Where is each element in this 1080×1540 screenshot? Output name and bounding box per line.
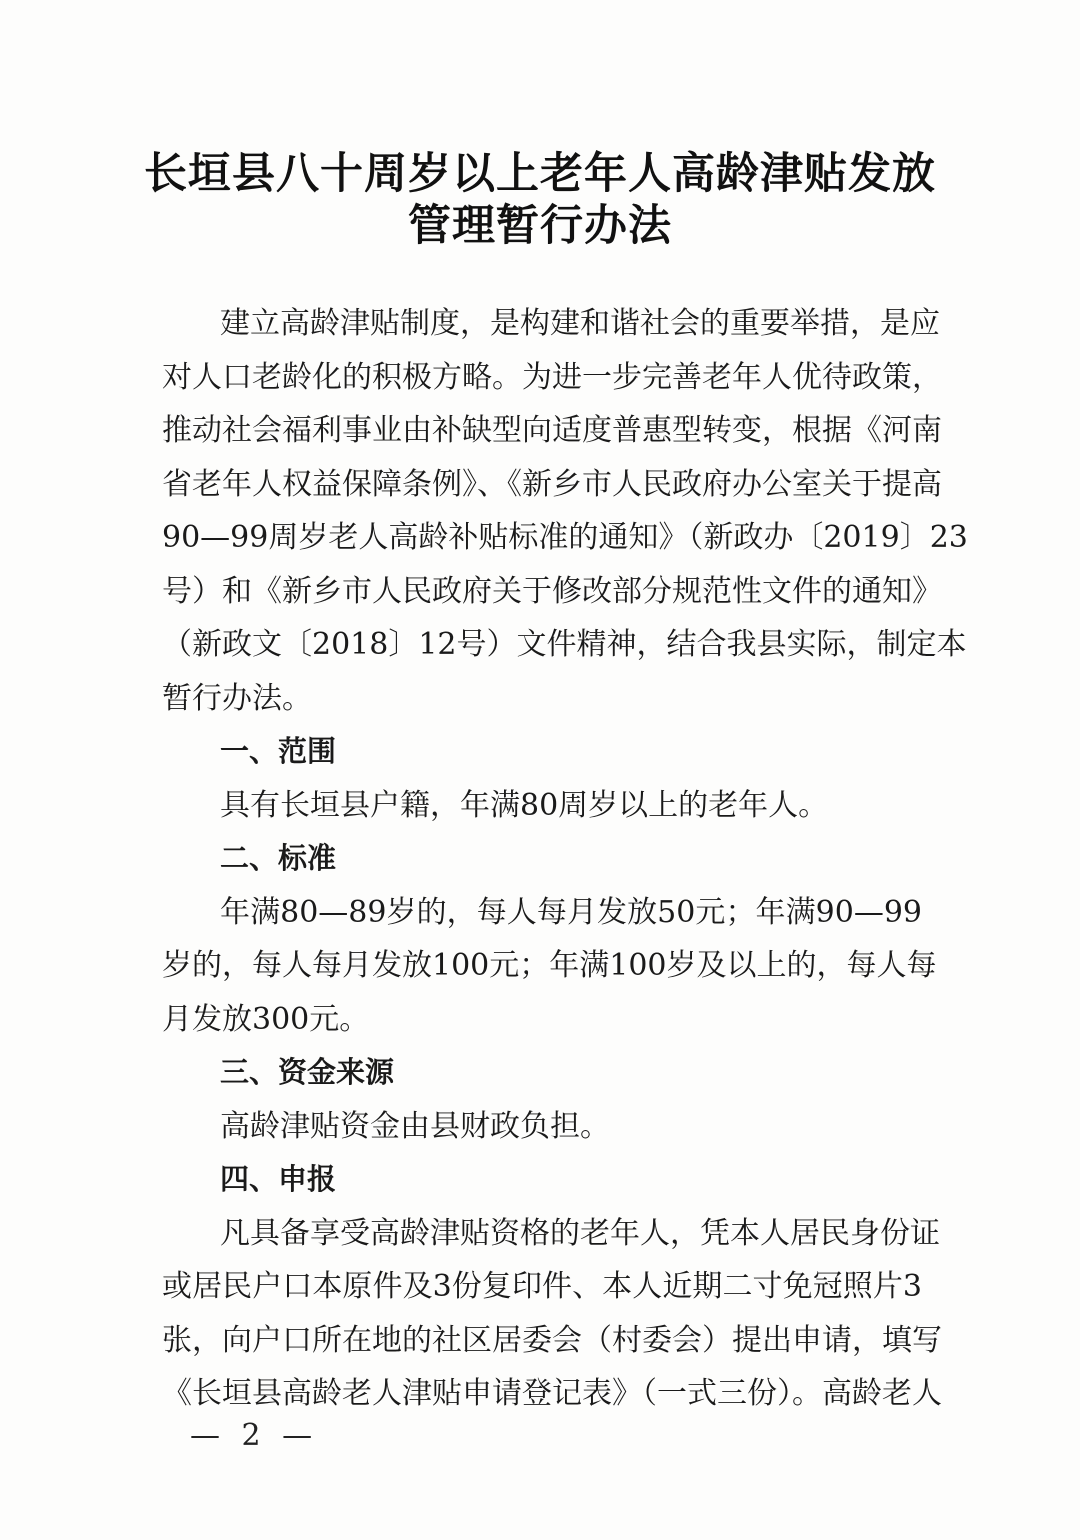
intro-line: 省老年人权益保障条例》、《新乡市人民政府办公室关于提高 xyxy=(162,466,942,502)
intro-line: 号）和《新乡市人民政府关于修改部分规范性文件的通知》 xyxy=(162,573,942,609)
section-application-line: 《长垣县高龄老人津贴申请登记表》（一式三份）。高龄老人 xyxy=(162,1376,942,1411)
intro-line: 暂行办法。 xyxy=(162,680,312,716)
intro-line: 推动社会福利事业由补缺型向适度普惠型转变，根据《河南 xyxy=(162,413,942,448)
intro-line: 建立高龄津贴制度，是构建和谐社会的重要举措，是应 xyxy=(220,306,940,341)
section-application-line: 张，向户口所在地的社区居委会（村委会）提出申请，填写 xyxy=(162,1322,942,1358)
section-application-line: 或居民户口本原件及3份复印件、本人近期二寸免冠照片3 xyxy=(162,1269,922,1304)
intro-line: 90—99周岁老人高龄补贴标准的通知》（新政办〔2019〕23 xyxy=(162,520,968,555)
section-funding-line: 高龄津贴资金由县财政负担。 xyxy=(220,1108,610,1144)
document-title-line-2: 管理暂行办法 xyxy=(408,201,672,251)
section-application-line: 凡具备享受高龄津贴资格的老年人，凭本人居民身份证 xyxy=(220,1215,940,1251)
section-heading-funding: 三、资金来源 xyxy=(220,1055,395,1089)
section-standard-line: 岁的，每人每月发放100元；年满100岁及以上的，每人每 xyxy=(162,948,937,983)
page-number: — 2 — xyxy=(190,1418,319,1453)
section-heading-scope: 一、范围 xyxy=(220,734,337,768)
document-title-line-1: 长垣县八十周岁以上老年人高龄津贴发放 xyxy=(144,149,936,199)
section-heading-standard: 二、标准 xyxy=(220,841,337,875)
section-standard-line: 月发放300元。 xyxy=(162,1001,370,1037)
section-standard-line: 年满80—89岁的，每人每月发放50元；年满90—99 xyxy=(220,894,922,930)
intro-line: （新政文〔2018〕12号）文件精神，结合我县实际，制定本 xyxy=(162,627,967,662)
section-scope-line: 具有长垣县户籍，年满80周岁以上的老年人。 xyxy=(220,787,829,823)
document-body xyxy=(162,297,968,1421)
intro-line: 对人口老龄化的积极方略。为进一步完善老年人优待政策， xyxy=(162,359,942,395)
section-heading-application: 四、申报 xyxy=(220,1162,337,1196)
